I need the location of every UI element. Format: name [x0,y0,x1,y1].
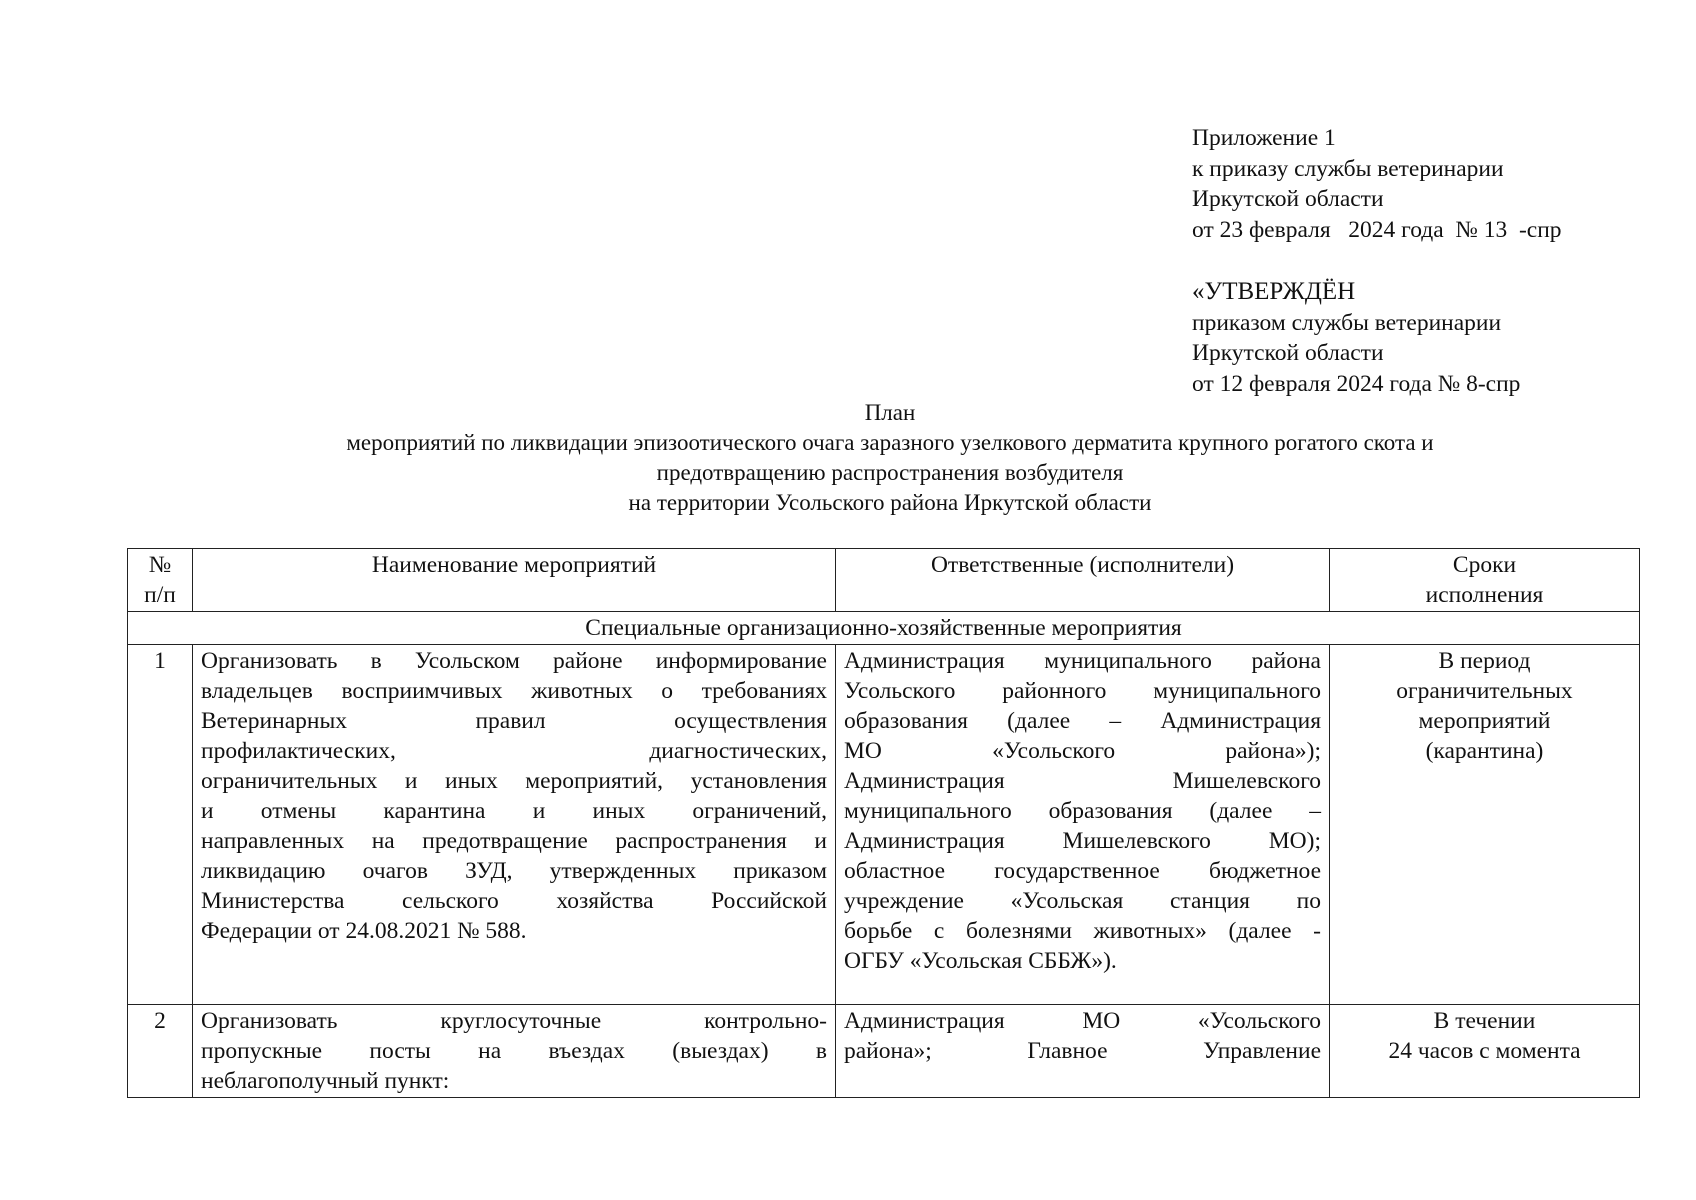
cell-line: учреждение «Усольская станция по [844,888,1321,914]
header-num-line2: п/п [144,582,176,608]
cell-line: неблагополучный пункт: [201,1068,450,1094]
cell-line: В период [1438,648,1531,674]
annex-line: к приказу службы ветеринарии [1192,155,1504,182]
annex-header [1192,123,1562,245]
title-line: предотвращению распространения возбудителя [656,460,1124,485]
header-name: Наименование мероприятий [193,549,836,612]
cell-line: района»; Главное Управление [844,1038,1321,1064]
cell-line: Администрация муниципального района [844,648,1321,674]
plan-table [127,548,1640,1098]
cell-line: и отмены карантина и иных ограничений, [201,798,827,824]
row-responsible [836,1005,1330,1098]
cell-line: МО «Усольского района»); [844,738,1321,764]
table-row [128,645,1640,1005]
cell-line: областное государственное бюджетное [844,858,1321,884]
title-line: План [864,400,916,425]
cell-line: профилактических, диагностических, [201,738,827,764]
header-deadline [1330,549,1640,612]
header-deadline-line2: исполнения [1425,582,1544,608]
cell-line: В течении [1433,1008,1536,1034]
cell-line: направленных на предотвращение распространения и [201,828,827,854]
cell-line: борьбе с болезнями животных» (далее - [844,918,1321,944]
row-name [193,1005,836,1098]
approved-line: Иркутской области [1192,340,1384,366]
annex-line: Иркутской области [1192,186,1384,212]
cell-line: ограничительных [1396,678,1573,704]
section-title: Специальные организационно-хозяйственные мероприятия [128,612,1640,645]
header-num [128,549,193,612]
header-num-line1: № [148,552,172,578]
approval-stamp-text [1192,277,1520,399]
cell-line: ограничительных и иных мероприятий, установления [201,768,827,794]
row-num: 2 [128,1005,193,1098]
row-name [193,645,836,1005]
row-num: 1 [128,645,193,1005]
row-responsible [836,645,1330,1005]
cell-line: образования (далее – Администрация [844,708,1321,734]
cell-line: владельцев восприимчивых животных о требованиях [201,678,827,704]
table-row [128,1005,1640,1098]
cell-line: Усольского районного муниципального [844,678,1321,704]
header-deadline-line1: Сроки [1452,552,1517,578]
annex-line: от 23 февраля 2024 года № 13 -спр [1192,216,1562,243]
cell-line: Федерации от 24.08.2021 № 588. [201,918,527,944]
cell-line: Администрация Мишелевского МО); [844,828,1321,854]
row-deadline [1330,645,1640,1005]
title-line: на территории Усольского района Иркутской области [628,490,1152,515]
title-line: мероприятий по ликвидации эпизоотического очага заразного узелкового дерматита крупного рогатого скота и [346,430,1434,455]
cell-line: пропускные посты на въездах (выездах) в [201,1038,827,1064]
cell-line: Министерства сельского хозяйства Российской [201,888,827,914]
annex-line: Приложение 1 [1192,125,1336,151]
cell-line: ОГБУ «Усольская СББЖ»). [844,948,1117,974]
cell-line: Администрация Мишелевского [844,768,1321,794]
section-row [128,612,1640,645]
document-title [130,398,1650,518]
approved-line: от 12 февраля 2024 года № 8-спр [1192,370,1521,397]
cell-line: 24 часов с момента [1388,1038,1581,1064]
cell-line: Ветеринарных правил осуществления [201,708,827,734]
approved-line: «УТВЕРЖДЁН [1192,278,1356,305]
cell-line: мероприятий [1418,708,1551,734]
header-responsible: Ответственные (исполнители) [836,549,1330,612]
cell-line: муниципального образования (далее – [844,798,1321,824]
cell-line: (карантина) [1425,738,1544,764]
cell-line: Администрация МО «Усольского [844,1008,1321,1034]
cell-line: Организовать круглосуточные контрольно- [201,1008,827,1034]
table-header-row [128,549,1640,612]
cell-line: ликвидацию очагов ЗУД, утвержденных приказом [201,858,827,884]
cell-line: Организовать в Усольском районе информирование [201,648,827,674]
row-deadline [1330,1005,1640,1098]
approved-line: приказом службы ветеринарии [1192,309,1502,336]
